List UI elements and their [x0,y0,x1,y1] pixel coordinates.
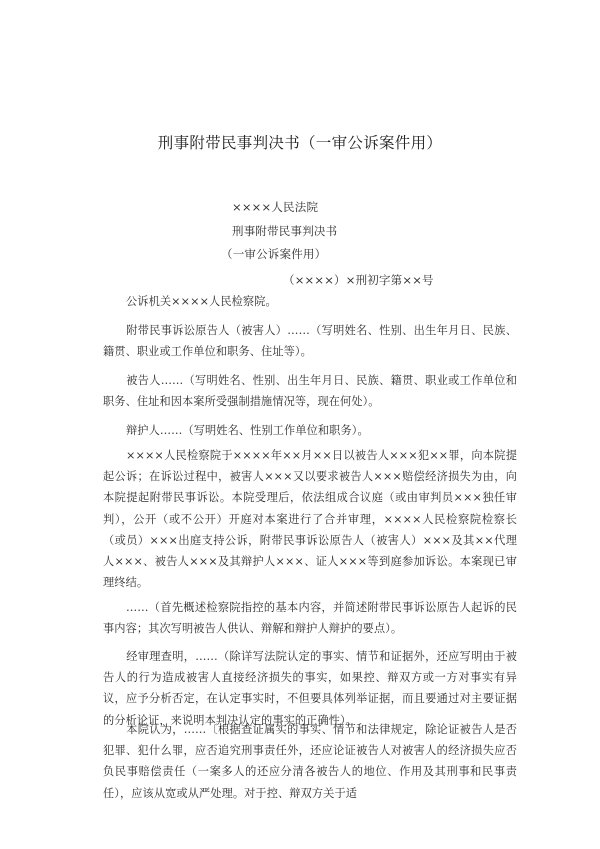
document-title: 刑事附带民事判决书（一审公诉案件用） [157,134,443,152]
paragraph-text: ××××人民检察院于××××年××月××日以被告人×××犯××罪，向本院提起公诉；在诉讼过程中，被害人×××又以要求被告人×××赔偿经济损失为由，向本院提起附带民事诉讼。本院受理后，依法组成合议庭（或由审判员×××独任审判），公开（或不公开）开庭对本案进行了合并审理，××××人民检察院检察长（或员）×××出庭支持公诉，附带民事诉讼原告人（被害人）×××及其××代理人×××、被告人×××及其辩护人×××、证人×××等到庭参加诉讼。本案现已审理终结。 [103,449,517,590]
paragraph-text: 附带民事诉讼原告人（被害人）……（写明姓名、性别、出生年月日、民族、籍贯、职业或工作单位和职务、住址等）。 [103,324,517,359]
judgment-type: 刑事附带民事判决书 [232,224,338,238]
case-number: （××××）×刑初字第××号 [283,273,434,287]
paragraph-plaintiff [103,320,517,362]
paragraph-text: 被告人……（写明姓名、性别、出生年月日、民族、籍贯、职业或工作单位和职务、住址和因本案所受强制措施情况等，现在何处）。 [103,374,517,409]
paragraph-defendant [103,370,517,412]
paragraph-defender [103,420,517,441]
paragraph-opinion [103,719,517,804]
paragraph-text: 辩护人……（写明姓名、性别工作单位和职务）。 [126,424,369,437]
paragraph-summary [103,597,517,639]
case-scope: （一审公诉案件用） [221,247,327,261]
court-name: ××××人民法院 [232,200,319,214]
paragraph-procedure [103,445,517,593]
paragraph-text: 经审理查明，……（除详写法院认定的事实、情节和证据外，还应写明由于被告人的行为造成被害人直接经济损失的事实，如果控、辩双方或一方对事实有异议，应予分析否定，在认定事实时，不但要具体列举证据，而且要通过对主要证据的分析论证，来说明本判决认定的事实的正确性）。 [103,650,517,727]
paragraph-prosecutor [103,291,517,312]
paragraph-text: 公诉机关××××人民检察院。 [126,295,277,308]
paragraph-text: ……（首先概述检察院指控的基本内容，并简述附带民事诉讼原告人起诉的民事内容；其次写明被告人供认、辩解和辩护人辩护的要点）。 [103,601,517,636]
paragraph-text: 本院认为，……〔根据查证属实的事实、情节和法律规定，除论证被告人是否犯罪、犯什么罪，应否追究刑事责任外，还应论证被告人对被害人的经济损失应否负民事赔偿责任（一案多人的还应分清各被告人的地位、作用及其刑事和民事责任），应该从宽或从严处理。对于控、辩双方关于适 [103,723,517,800]
